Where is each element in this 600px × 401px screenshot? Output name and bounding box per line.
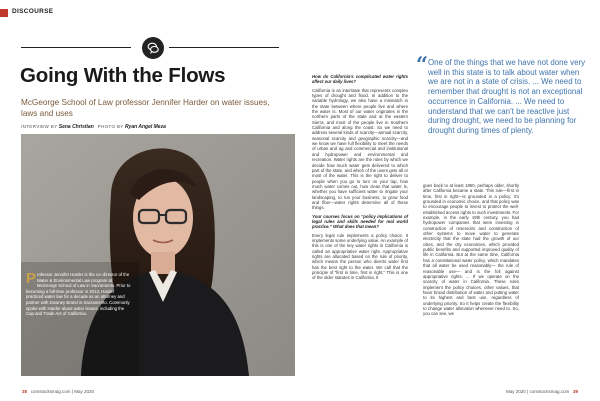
article-dek: McGeorge School of Law professor Jennifer Harder on water issues, laws and uses	[21, 98, 270, 118]
portrait-illustration	[21, 134, 295, 376]
photographer-name: Ryan Angel Meza	[124, 124, 166, 130]
caption-text: rofessor Jennifer Harder is the co–director of the Water & Environmental Law program at McGeorge School of Law in Sacramento. Prior to becoming a full-time professor in 2013, Harder practiced water law for a decade as an attorney and partner with Downey Brand in Sacramento. Commonly spoke with Harder about water issues, including the Cap and Trade Act of California.	[26, 272, 131, 317]
caption-dropcap: P	[26, 270, 37, 287]
quote-mark-icon: “	[416, 52, 429, 77]
article-headline: Going With the Flows	[20, 64, 226, 87]
page-number-left: 38	[22, 389, 28, 394]
question-2: Your courses focus on “policy implications of legal rules and skills needed for real world practice.” What does that mean?	[312, 213, 408, 230]
date-left: May 2020	[74, 389, 94, 394]
section-tag: DISCOURSE	[12, 8, 54, 15]
site-right: comstocksmag.com	[529, 389, 570, 394]
question-1: How do California’s complicated water rights affect our daily lives?	[312, 74, 408, 85]
rule-right	[169, 47, 279, 48]
rule-left	[21, 47, 131, 48]
column-2-text: goes back to at least 1850, perhaps older, shortly after California became a state. This rule—first in time, first in right—is grounded in a policy; it’s grounded in economic choice, and that policy was to encourage people to invest to protect the well-established access rights to such investments. For example, in the early 19th century, you had hydropower companies that were investing in construction of reservoirs and construction of other systems to move water to generate electricity that the state had the growth of our cities, and the city economies, which provided public benefits and supported improved quality of life in California. But at the same time, California has a constitutional water policy, which mandates that all water be used reasonably— the rule of reasonable use— and is the foil against appropriative rights. ... If we operate on the scarcity of water in California. These rules implement the policy choices, other values, that favor broad distribution of water and putting water to its highest and best use, regardless of underlying priority. So it helps create the flexibility to change water allocation whenever need to. So, you can see, we	[423, 183, 520, 317]
portrait-photo	[21, 134, 295, 376]
interviewer-name: Sena Christian	[58, 124, 94, 130]
answer-2: Every legal rule implements a policy choice. It implements some underlying value. An example of this is one of the key water rights in California is called an appropriative water right. Appropriative rights are allocated based on the rule of priority, which means the person who diverts water first has the best right to the water. We call that the principle of “first in time, first in right.” This is one of the older statutes in California. It	[312, 232, 408, 281]
folio-right: May 2020 | comstocksmag.com 39	[506, 389, 578, 394]
header-rule	[21, 42, 279, 54]
date-right: May 2020	[506, 389, 526, 394]
body-column-1	[312, 74, 408, 284]
discourse-badge	[142, 37, 164, 59]
byline	[21, 124, 166, 130]
photo-label: PHOTO BY	[97, 124, 124, 129]
folio-left: 38 comstocksmag.com | May 2020	[22, 389, 94, 394]
page-number-right: 39	[572, 389, 578, 394]
pull-quote: One of the things that we have not done very well in this state is to talk about water when we are not in a state of crisis. ... We need to remember that drought is not an exceptional occurrence in California. ... We need to understand that we can’t be reactive just during drought, we need to be planning for drought during times of plenty.	[428, 58, 586, 135]
photo-caption	[26, 272, 131, 317]
answer-1: California is an interstate that represents complex types of drought and flood. In addition to the variable hydrology, we also have a mismatch in the state between where people live and where the water is. Most of our water originates in the northern parts of the state and at the eastern Sierra, and most of the people live in Southern California and along the coast. So we need to address several kinds of scarcity—annual scarcity, seasonal scarcity and geographic scarcity—and we know we have full flexibility to meet the needs of urban and ag and commercial and institutional and hydropower and environmental and recreation. Water rights are the rules by which we decide how much water gets delivered to which part of the state, and which of the users gets all or most of the water. This is the right to deliver to people when you go to turn on your tap, how much water comes out, how clean that water is, whether you have sufficient water to irrigate your landscaping, to run your business, to grow food and fiber—water rights determine all of these things.	[312, 87, 408, 211]
body-column-2	[423, 183, 519, 320]
chat-bubble-icon	[146, 41, 160, 55]
interview-label: INTERVIEW BY	[21, 124, 58, 129]
site-left: comstocksmag.com	[30, 389, 71, 394]
section-tag-bar	[0, 9, 8, 17]
